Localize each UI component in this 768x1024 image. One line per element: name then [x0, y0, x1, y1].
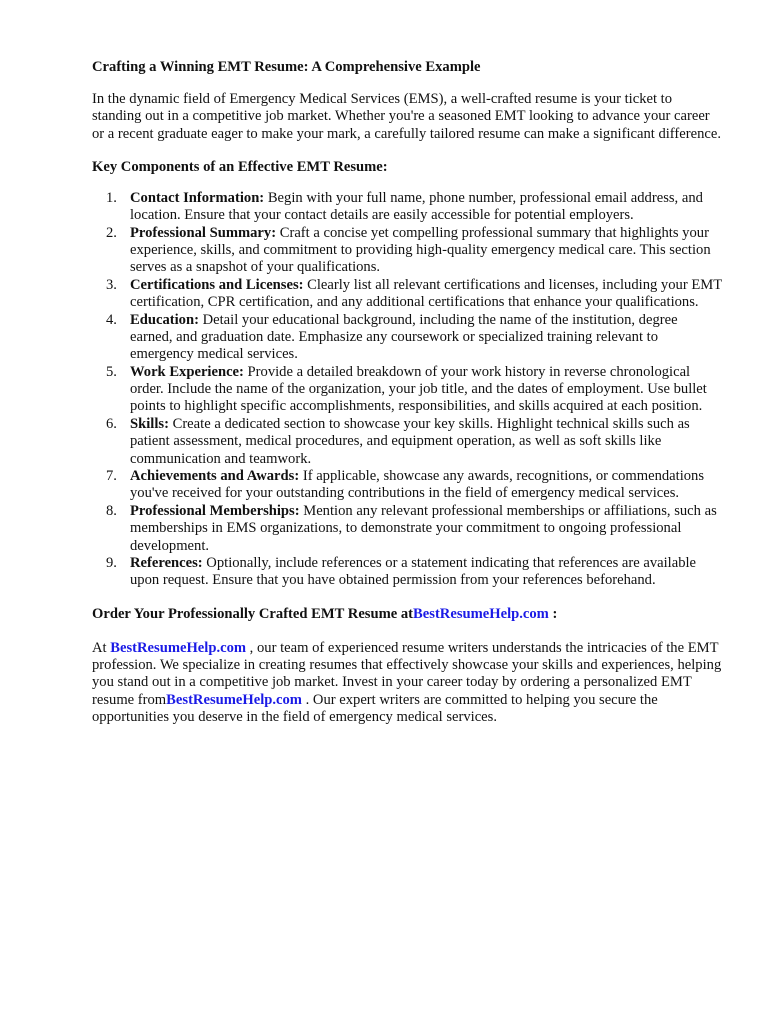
document-title: Crafting a Winning EMT Resume: A Comprehensive Example — [92, 59, 481, 75]
list-item-number: 6. — [106, 416, 117, 433]
order-heading-suffix: : — [548, 605, 558, 622]
order-heading-link[interactable]: BestResumeHelp.com — [413, 605, 549, 622]
list-item-term: Education: — [130, 311, 199, 328]
list-item-term: Professional Memberships: — [130, 503, 300, 520]
list-item — [92, 416, 722, 468]
list-item-text: Mention any relevant professional memberships or affiliations, such as memberships in EMS organizations, to demonstrate your commitment to ongoing professional development. — [130, 503, 717, 554]
list-item-number: 7. — [106, 468, 117, 485]
list-item-number: 5. — [106, 364, 117, 381]
site-link-1[interactable]: BestResumeHelp.com — [110, 639, 247, 656]
list-item — [92, 225, 722, 277]
list-item-term: Professional Summary: — [130, 224, 277, 241]
order-heading — [92, 606, 722, 623]
list-item — [92, 312, 722, 364]
list-item-text: Detail your educational background, including the name of the institution, degree earned, and graduation date. Emphasize any coursework or specialized training relevant to emergency medical services. — [130, 311, 678, 363]
list-item-text: Create a dedicated section to showcase your key skills. Highlight technical skills such as patient assessment, medical procedures, and equipment operation, as well as soft skills like communication and teamwork. — [130, 416, 690, 467]
intro-paragraph: In the dynamic field of Emergency Medical Services (EMS), a well-crafted resume is your ticket to standing out in a competitive job market. Whether you're a seasoned EMT looking to advance your career or a recent graduate eager to make your mark, a carefully tailored resume can make a significant difference. — [92, 91, 721, 142]
list-item — [92, 503, 722, 555]
list-item-term: Work Experience: — [130, 364, 244, 381]
order-paragraph — [92, 640, 722, 726]
list-item-number: 8. — [106, 503, 117, 520]
list-item-number: 2. — [106, 224, 117, 241]
list-item-number: 9. — [106, 555, 117, 572]
list-item — [92, 555, 722, 589]
list-item-text: If applicable, showcase any awards, recognitions, or commendations you've received for your outstanding contributions in the field of emergency medical services. — [130, 468, 705, 502]
list-item-text: Provide a detailed breakdown of your work history in reverse chronological order. Include the name of the organization, your job title, and the dates of employment. Use bullet points to highlight specific accomplishments, responsibilities, and skills acquired at each position. — [130, 364, 707, 415]
list-item-term: References: — [130, 555, 203, 572]
order-paragraph-suffix: . Our expert writers are committed to helping you secure the opportunities you deserve in the field of emergency medical services. — [92, 691, 658, 725]
list-item-number: 1. — [106, 190, 117, 207]
list-item-text: Begin with your full name, phone number, professional email address, and location. Ensure that your contact details are easily accessible for potential employers. — [130, 190, 703, 224]
order-paragraph-prefix: At — [92, 639, 111, 656]
document-page — [92, 59, 722, 742]
list-item-term: Achievements and Awards: — [130, 468, 300, 485]
list-item-text: Clearly list all relevant certifications and licenses, including your EMT certification, CPR certification, and any additional certifications that enhance your qualifications. — [130, 277, 722, 311]
order-heading-text: Order Your Professionally Crafted EMT Resume at — [92, 605, 414, 622]
list-item-term: Contact Information: — [130, 190, 265, 207]
components-list — [92, 190, 722, 590]
list-item-text: Optionally, include references or a statement indicating that references are available upon request. Ensure that you have obtained permission from your references beforehand. — [130, 555, 697, 589]
list-item-text: Craft a concise yet compelling professional summary that highlights your experience, skills, and commitment to providing high-quality emergency medical care. This section serves as a snapshot of your qualifications. — [130, 224, 711, 276]
components-heading: Key Components of an Effective EMT Resume: — [92, 158, 388, 175]
list-item-term: Skills: — [130, 416, 169, 433]
list-item — [92, 364, 722, 416]
list-item-term: Certifications and Licenses: — [130, 277, 304, 294]
site-link-2[interactable]: BestResumeHelp.com — [166, 691, 302, 708]
list-item-number: 3. — [106, 277, 117, 294]
list-item — [92, 468, 722, 502]
list-item-number: 4. — [106, 311, 117, 328]
list-item — [92, 277, 722, 311]
list-item — [92, 190, 722, 224]
order-paragraph-middle: , our team of experienced resume writers understands the intricacies of the EMT profession. We specialize in creating resumes that effectively showcase your skills and experiences, helping you stand out in a competitive job market. Invest in your career today by ordering a personalized EMT resume from — [92, 639, 722, 708]
